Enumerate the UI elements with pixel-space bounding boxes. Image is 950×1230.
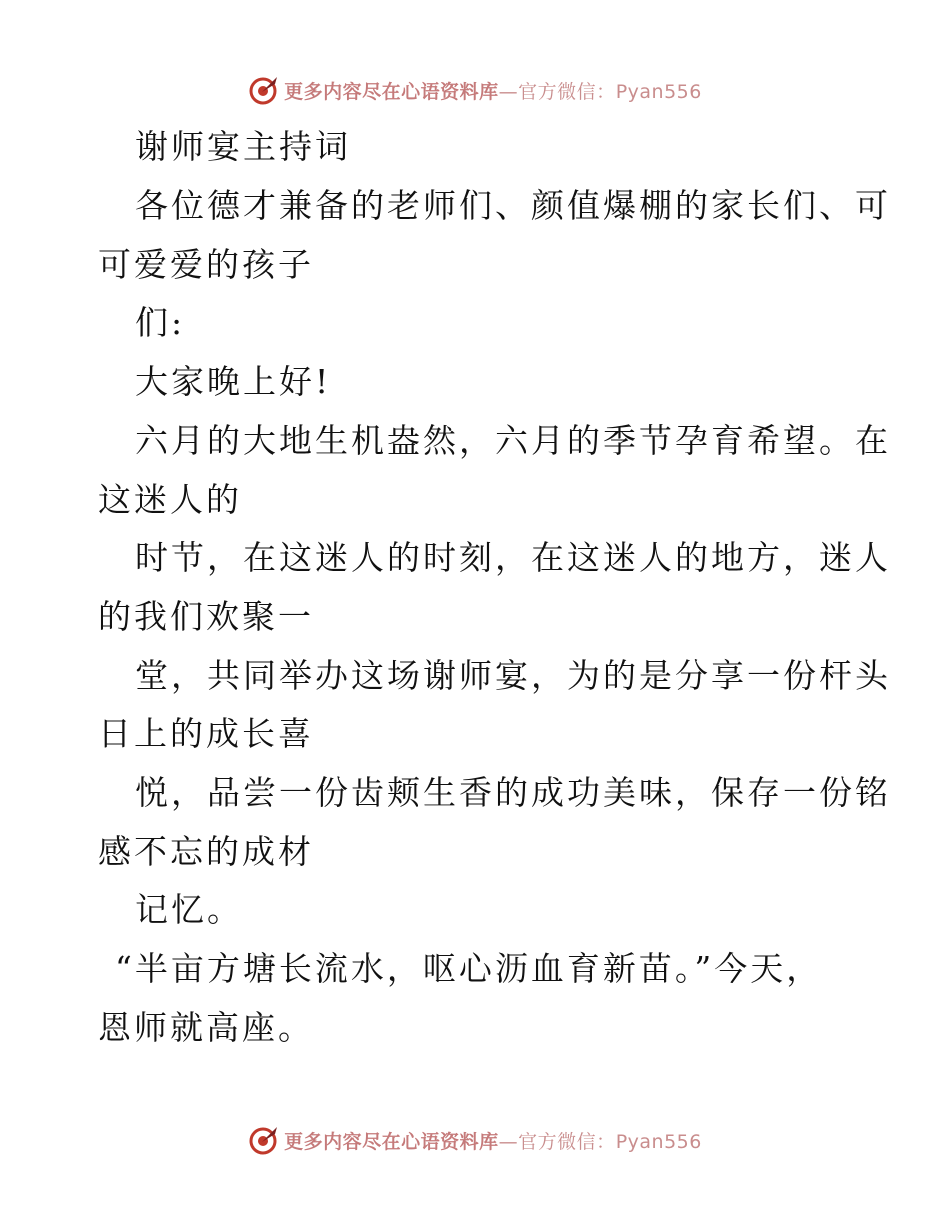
document-line: 可爱爱的孩子: [98, 245, 314, 284]
header-banner: [0, 70, 950, 110]
document-line: “半亩方塘长流水，呕心沥血育新苗。”今天，: [115, 949, 823, 988]
footer-banner-text: [284, 1127, 702, 1154]
document-line: 各位德才兼备的老师们、颜值爆棚的家长们、可: [135, 186, 891, 225]
document-line: 这迷人的: [98, 480, 242, 519]
quill-logo-icon: [248, 74, 280, 106]
document-line: 记忆。: [135, 890, 243, 929]
document-line: 悦，品尝一份齿颊生香的成功美味，保存一份铭: [135, 773, 891, 812]
header-separator: —: [498, 80, 519, 103]
document-line: 大家晚上好!: [135, 362, 332, 401]
footer-site-text: 更多内容尽在心语资料库: [284, 1130, 499, 1153]
header-banner-text: [284, 77, 702, 104]
footer-contact-id: Pyan556: [615, 1130, 702, 1153]
header-contact-id: Pyan556: [615, 80, 702, 103]
document-title: 谢师宴主持词: [135, 127, 351, 166]
document-line: 的我们欢聚一: [98, 597, 314, 636]
document-line: 堂，共同举办这场谢师宴，为的是分享一份杆头: [135, 656, 891, 695]
header-contact-text: 官方微信：: [518, 80, 616, 103]
document-line: 时节，在这迷人的时刻，在这迷人的地方，迷人: [135, 538, 891, 577]
document-line: 恩师就高座。: [98, 1008, 314, 1047]
document-line: 六月的大地生机盎然，六月的季节孕育希望。在: [135, 421, 891, 460]
header-site-text: 更多内容尽在心语资料库: [284, 80, 499, 103]
document-line: 日上的成长喜: [98, 714, 314, 753]
document-line: 感不忘的成材: [98, 832, 314, 871]
document-line: 们:: [135, 303, 186, 342]
footer-contact-text: 官方微信：: [518, 1130, 616, 1153]
footer-separator: —: [498, 1130, 519, 1153]
footer-banner: [0, 1120, 950, 1160]
quill-logo-icon: [248, 1124, 280, 1156]
